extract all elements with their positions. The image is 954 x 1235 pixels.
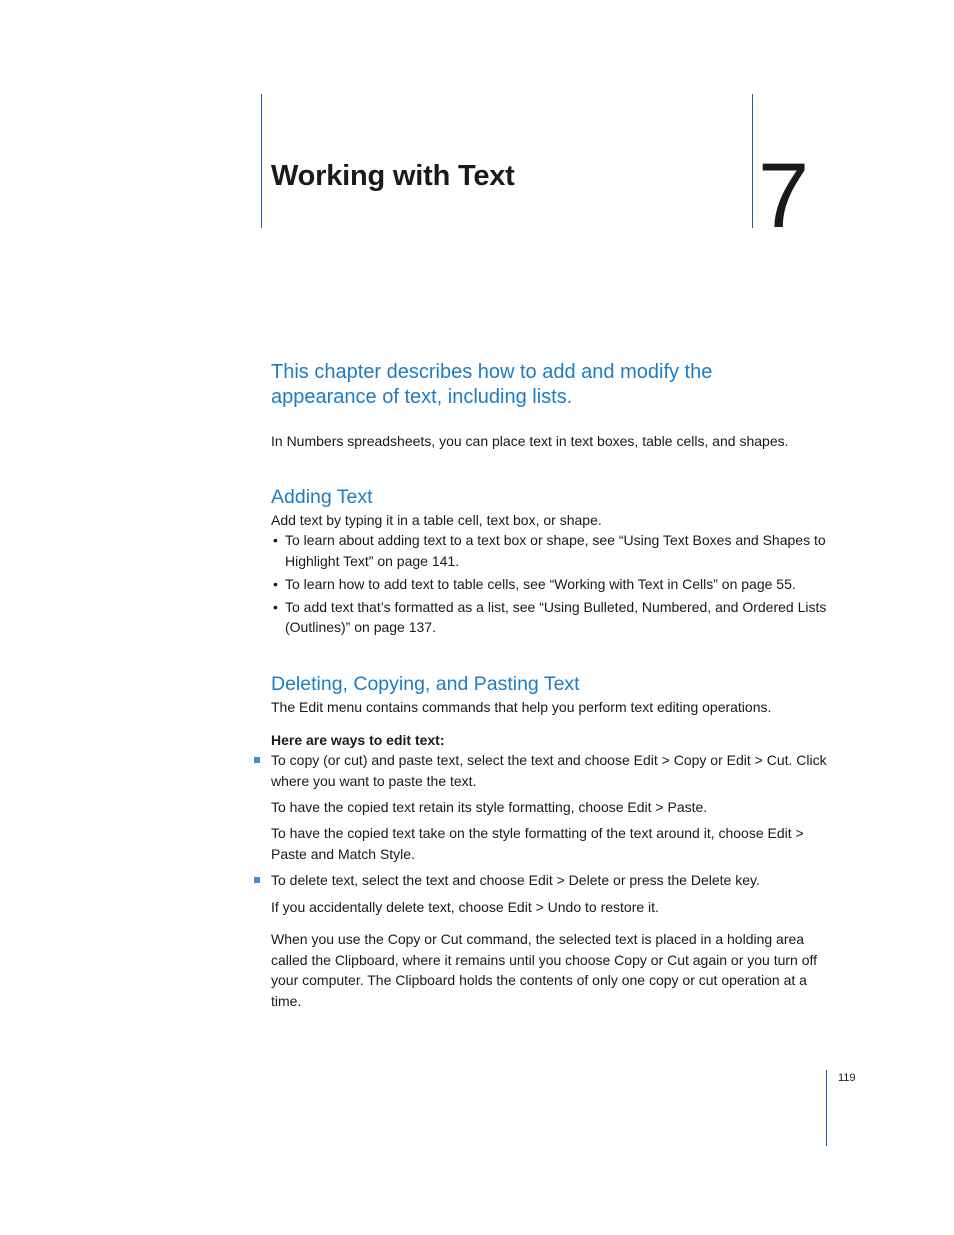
chapter-rule-right xyxy=(752,94,753,228)
section1-bullet-list xyxy=(271,530,831,640)
task-item-copy-paste-detail-1: To have the copied text retain its style formatting, choose Edit > Paste. xyxy=(271,799,708,815)
section-heading-deleting-copying-pasting: Deleting, Copying, and Pasting Text xyxy=(271,673,580,695)
list-item-text: To add text that’s formatted as a list, see “Using Bulleted, Numbered, and Ordered Lists (Outlines)” on page 137. xyxy=(285,598,827,635)
square-bullet-icon xyxy=(254,877,260,883)
square-bullet-icon xyxy=(254,757,260,763)
clipboard-paragraph: When you use the Copy or Cut command, the selected text is placed in a holding area called the Clipboard, where it remains until you choose Copy or Cut again or you turn off your computer. The Clipboard holds the contents of only one copy or cut operation at a time. xyxy=(271,931,818,1009)
task-item-copy-paste: To copy (or cut) and paste text, select the text and choose Edit > Copy or Edit > Cut. Click where you want to paste the text. xyxy=(271,752,827,789)
section-heading-adding-text: Adding Text xyxy=(271,486,373,508)
task-item-delete: To delete text, select the text and choose Edit > Delete or press the Delete key. xyxy=(271,872,760,888)
section1-lead: Add text by typing it in a table cell, text box, or shape. xyxy=(271,512,602,528)
list-item xyxy=(271,530,831,571)
list-item xyxy=(271,574,831,595)
section2-lead: The Edit menu contains commands that help you perform text editing operations. xyxy=(271,699,772,715)
chapter-number: 7 xyxy=(758,145,810,247)
bullet-icon: • xyxy=(273,575,278,592)
list-item xyxy=(271,597,831,638)
page-number-rule xyxy=(826,1070,827,1146)
intro-paragraph: In Numbers spreadsheets, you can place text in text boxes, table cells, and shapes. xyxy=(271,433,789,449)
task-item-delete-detail: If you accidentally delete text, choose Edit > Undo to restore it. xyxy=(271,899,659,915)
task-label: Here are ways to edit text: xyxy=(271,732,445,748)
bullet-icon: • xyxy=(273,532,278,548)
chapter-title: Working with Text xyxy=(271,160,515,192)
task-item-copy-paste-detail-2: To have the copied text take on the style formatting of the text around it, choose Edit > Paste and Match Style. xyxy=(271,825,804,862)
bullet-icon: • xyxy=(273,598,278,615)
chapter-rule-left xyxy=(261,94,262,228)
list-item-text: To learn about adding text to a text box or shape, see “Using Text Boxes and Shapes to Highlight Text” on page 141. xyxy=(285,532,826,569)
list-item-text: To learn how to add text to table cells, see “Working with Text in Cells” on page 55. xyxy=(285,575,796,592)
page-number: 119 xyxy=(838,1072,856,1084)
chapter-intro: This chapter describes how to add and modify the appearance of text, including lists. xyxy=(271,361,713,408)
